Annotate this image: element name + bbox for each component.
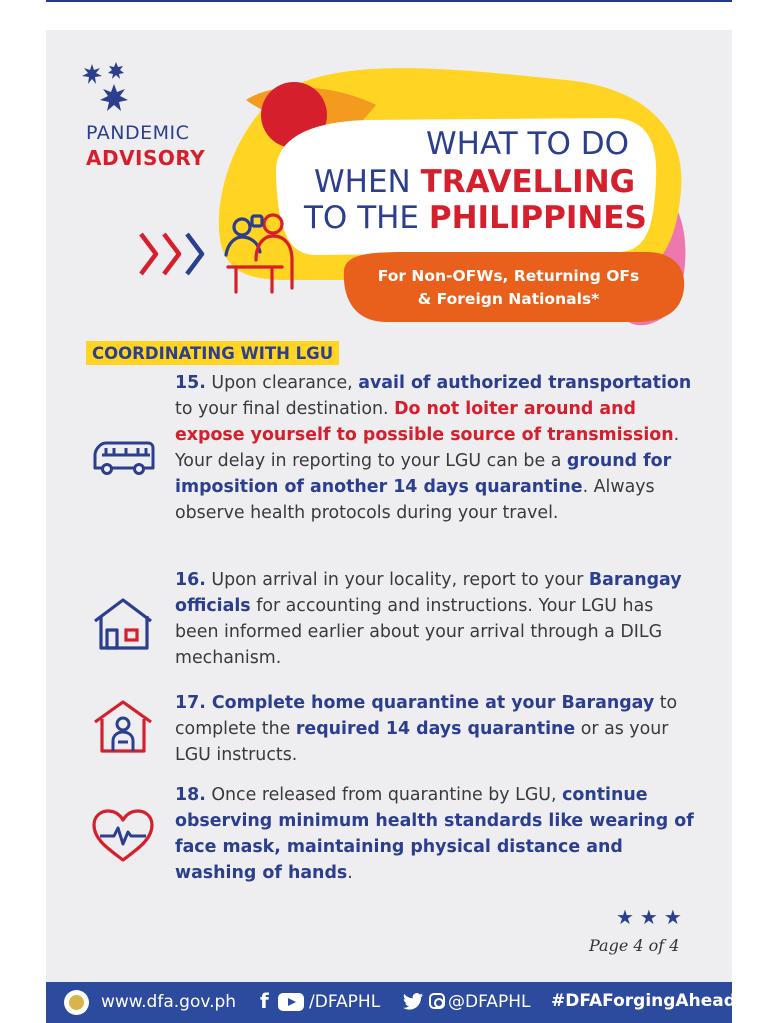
home-quarantine-icon <box>90 699 156 759</box>
text-segment: or as your LGU instructs. <box>175 719 669 766</box>
title-line-3: TO THE PHILIPPINES <box>304 200 647 236</box>
text-segment: required 14 days quarantine <box>295 719 576 740</box>
virus-icon <box>80 60 140 120</box>
text-segment: 18. <box>175 785 206 805</box>
twitter-icon[interactable] <box>402 992 424 1012</box>
text-segment: Upon clearance, <box>205 373 359 393</box>
youtube-icon[interactable] <box>278 993 304 1011</box>
text-segment: 15. <box>175 373 206 393</box>
house-icon <box>91 597 155 653</box>
advisory-label: ADVISORY <box>86 146 206 170</box>
text-segment: Once released from quarantine by LGU, <box>205 785 563 805</box>
instruction-18 <box>175 782 695 886</box>
text-segment: Barangay officials <box>175 570 682 617</box>
text-segment: Do not loiter around and expose yourself to possible source of transmission <box>175 399 674 446</box>
title-line-1: WHAT TO DO <box>426 126 630 162</box>
hashtag[interactable]: #DFAForgingAhead <box>551 991 736 1011</box>
van-icon <box>90 438 156 478</box>
text-segment: to complete the <box>175 693 678 740</box>
text-segment: . Your delay in reporting to your LGU can be a <box>175 425 680 472</box>
heart-pulse-icon <box>90 808 156 864</box>
instruction-17 <box>175 690 695 768</box>
text-segment: . Always observe health protocols during your travel. <box>175 477 655 524</box>
subtitle: For Non-OFWs, Returning OFs & Foreign Nationals* <box>377 267 640 308</box>
facebook-icon[interactable]: f <box>260 989 269 1013</box>
text-segment: for accounting and instructions. Your LGU has been informed earlier about your arrival through a DILG mechanism. <box>175 596 663 669</box>
page-stars: ★★★ <box>616 905 688 929</box>
pandemic-label: PANDEMIC <box>86 122 190 144</box>
title-line-2: WHEN TRAVELLING <box>314 164 636 200</box>
text-segment: ground for imposition of another 14 days quarantine <box>175 451 672 498</box>
website-link[interactable]: www.dfa.gov.ph <box>101 992 237 1012</box>
instruction-15 <box>175 370 695 527</box>
text-segment: 16. <box>175 570 206 590</box>
text-segment: continue observing minimum health standards like wearing of face mask, maintaining physical distance and washing of hands <box>175 785 694 884</box>
dfa-seal-icon <box>64 990 89 1015</box>
text-segment: avail of authorized transportation <box>358 373 692 393</box>
top-rule <box>46 0 732 2</box>
chevrons-icon <box>141 234 202 274</box>
handle-dfaphl-page[interactable]: /DFAPHL <box>309 992 381 1012</box>
instagram-icon[interactable] <box>429 993 445 1009</box>
text-segment: to your final destination. <box>175 399 395 420</box>
text-segment: 17. Complete home quarantine at your Barangay <box>175 693 655 713</box>
text-segment: . <box>347 863 353 884</box>
instruction-16 <box>175 567 695 671</box>
advisory-card <box>46 30 732 982</box>
page-indicator: Page 4 of 4 <box>589 936 680 955</box>
text-segment: Upon arrival in your locality, report to your <box>205 570 589 590</box>
footer-bar <box>46 982 736 1023</box>
handle-dfaphl[interactable]: @DFAPHL <box>448 992 531 1012</box>
section-tag: COORDINATING WITH LGU <box>86 341 339 365</box>
